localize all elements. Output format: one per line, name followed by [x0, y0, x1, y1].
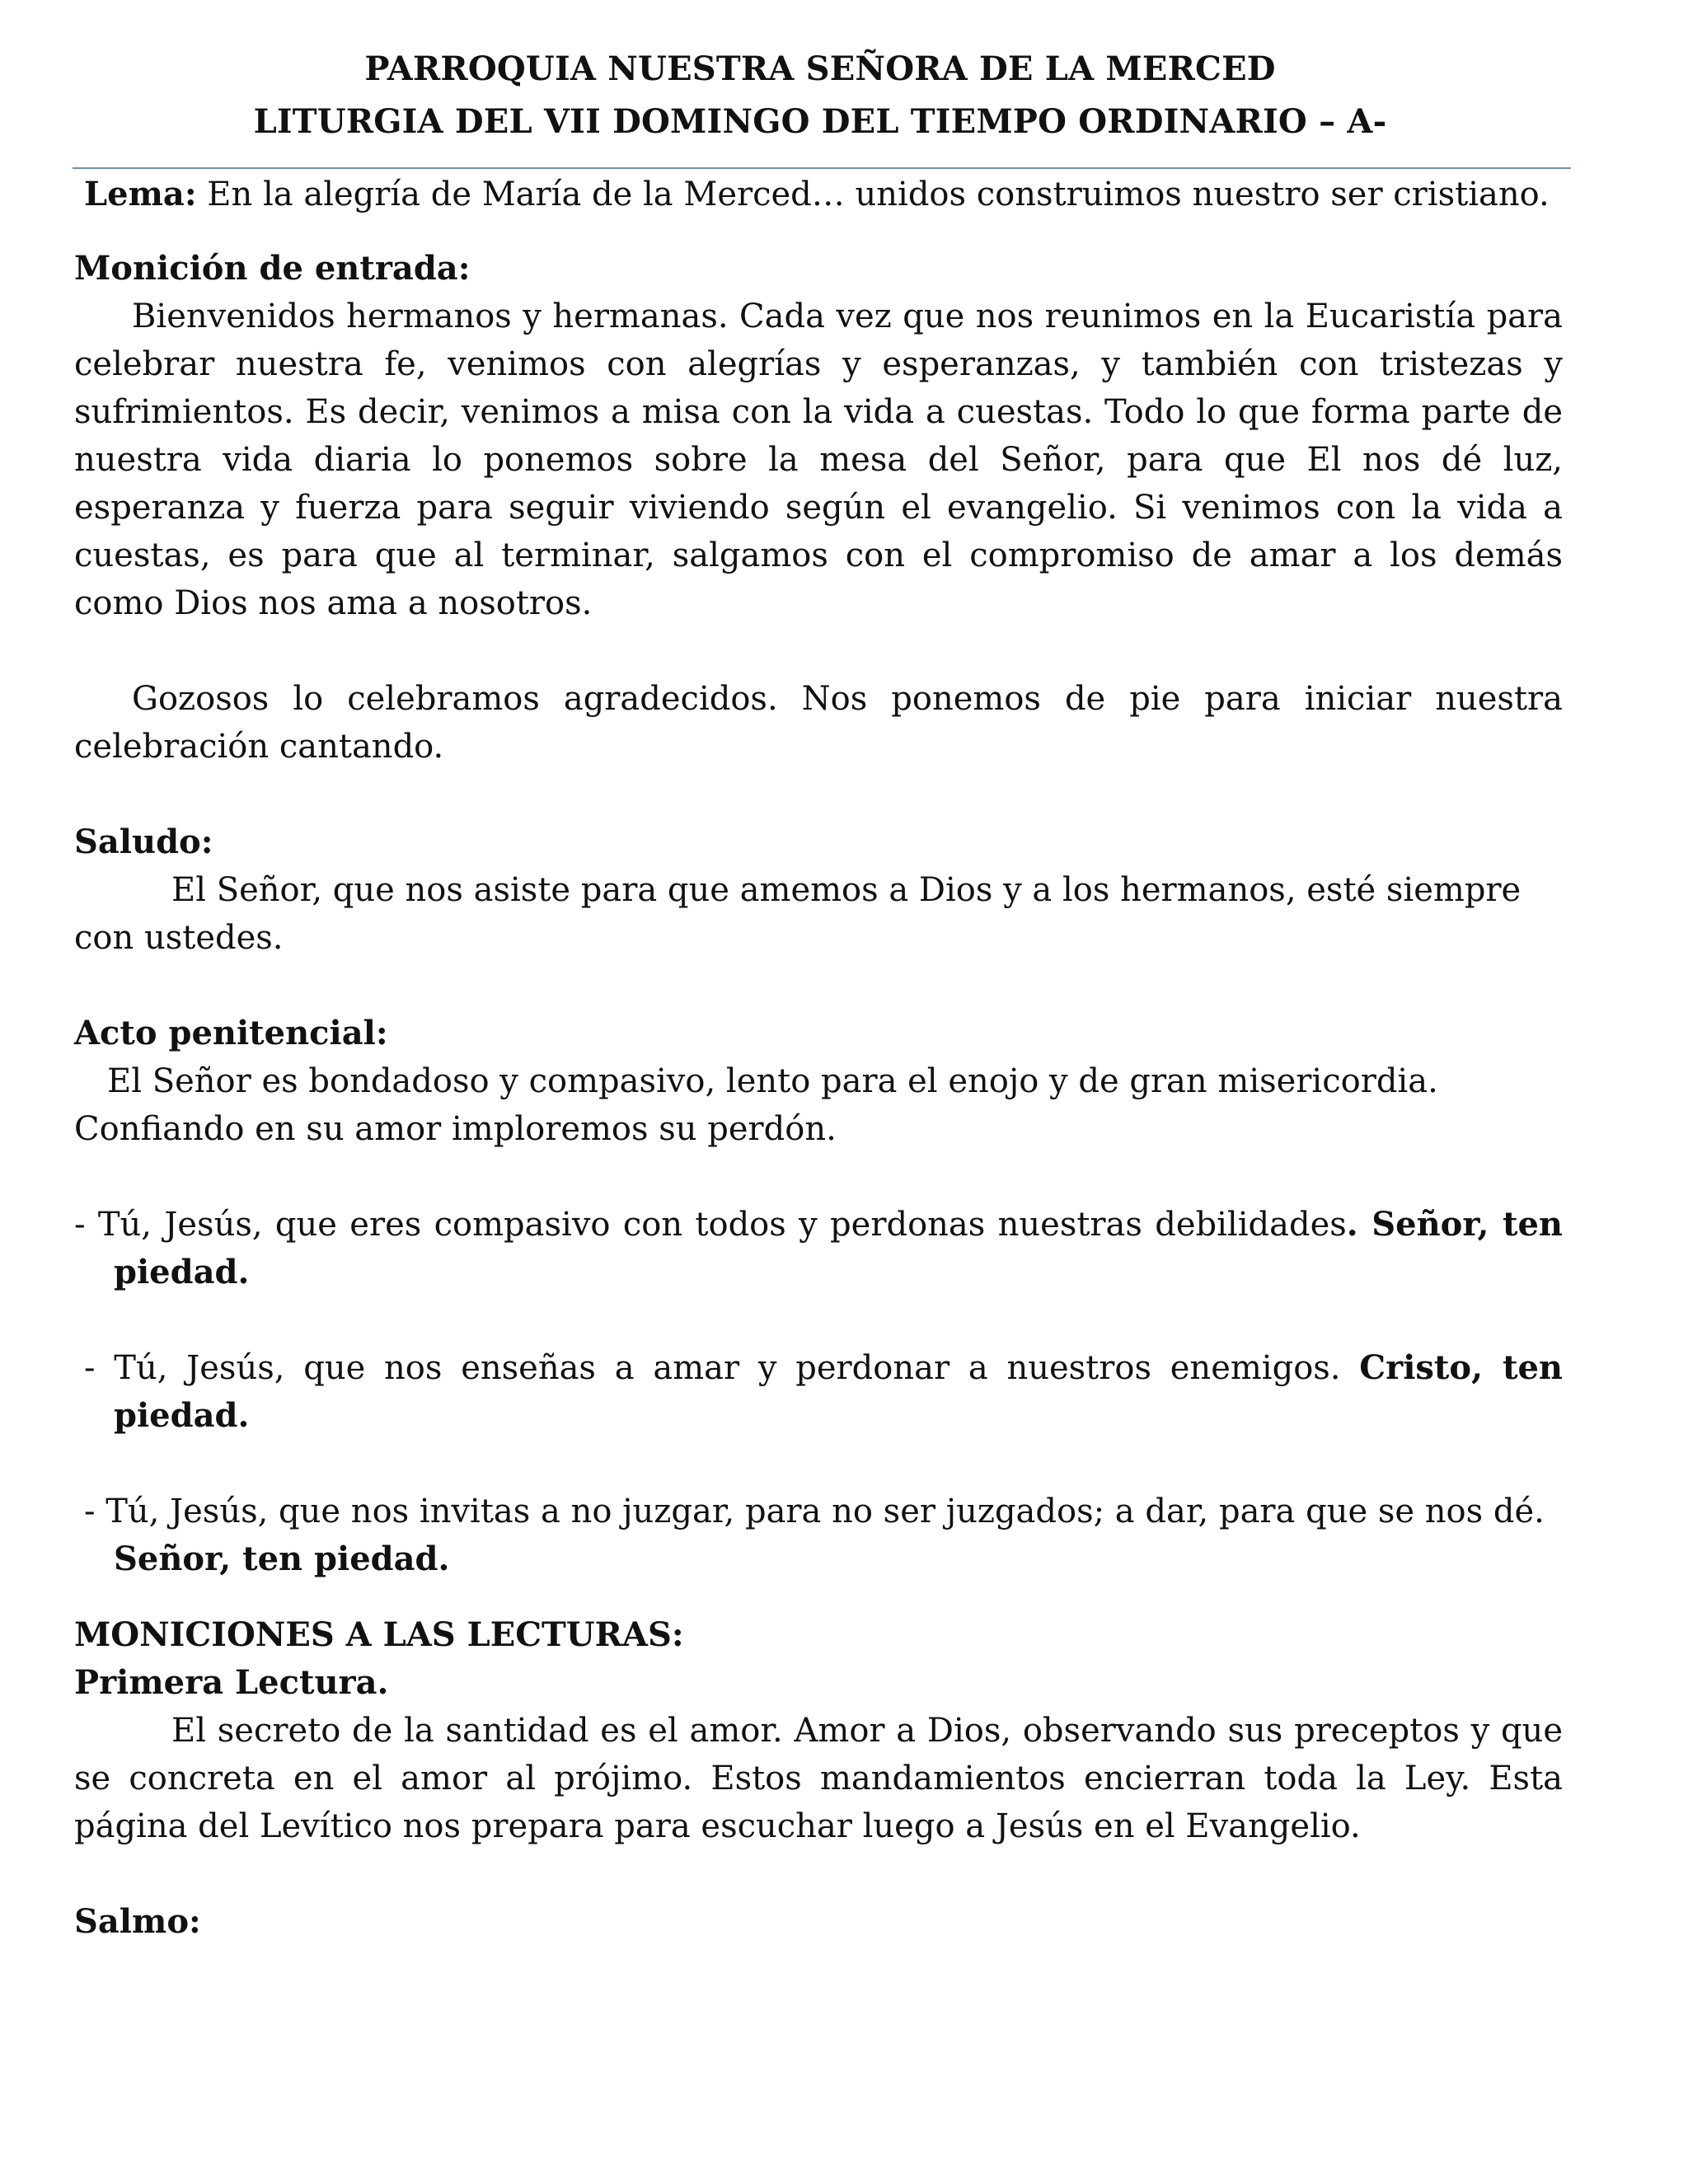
invocation-2-text: - Tú, Jesús, que nos enseñas a amar y perdonar a nuestros enemigos.	[84, 1349, 1360, 1387]
lema-label: Lema:	[84, 175, 197, 213]
monicion-entrada-paragraph-2: Gozosos lo celebramos agradecidos. Nos ponemos de pie para iniciar nuestra celebración cantando.	[74, 680, 1563, 766]
invocation-3	[74, 1488, 1563, 1583]
moniciones-lecturas-heading: MONICIONES A LAS LECTURAS:	[74, 1615, 684, 1654]
acto-penitencial-intro-2: Confiando en su amor imploremos su perdón.	[74, 1110, 837, 1148]
spacer	[74, 218, 1563, 245]
invocation-3-response: Señor, ten piedad.	[114, 1540, 450, 1578]
invocation-2-response: Cristo, ten piedad.	[114, 1348, 1563, 1435]
parish-title: PARROQUIA NUESTRA SEÑORA DE LA MERCED	[364, 49, 1276, 88]
monicion-entrada-heading: Monición de entrada:	[74, 249, 471, 288]
invocation-2	[74, 1344, 1563, 1440]
spacer	[74, 1583, 1563, 1611]
invocation-1	[74, 1201, 1563, 1296]
monicion-entrada-paragraph-1: Bienvenidos hermanos y hermanas. Cada vez que nos reunimos en la Eucaristía para celebrar nuestra fe, venimos con alegrías y esperanzas, y también con tristezas y sufrimientos. Es decir, venimos a misa con la vida a cuestas. Todo lo que forma parte de nuestra vida diaria lo ponemos sobre la mesa del Señor, para que El nos dé luz, esperanza y fuerza para seguir viviendo según el evangelio. Si venimos con la vida a cuestas, es para que al terminar, salgamos con el compromiso de amar a los demás como Dios nos ama a nosotros.	[74, 298, 1563, 622]
invocation-1-response: . Señor, ten piedad.	[114, 1205, 1563, 1291]
document-header	[74, 43, 1566, 148]
primera-lectura-heading: Primera Lectura.	[74, 1663, 389, 1702]
primera-lectura-text: El secreto de la santidad es el amor. Amor a Dios, observando sus preceptos y que se concreta en el amor al prójimo. Estos mandamientos encierran toda la Ley. Esta página del Levítico nos prepara para escuchar luego a Jesús en el Evangelio.	[74, 1712, 1563, 1845]
saludo-heading: Saludo:	[74, 823, 213, 861]
acto-penitencial-heading: Acto penitencial:	[74, 1014, 388, 1052]
saludo-text: El Señor, que nos asiste para que amemos a Dios y a los hermanos, esté siempre con ustedes.	[74, 871, 1522, 957]
acto-penitencial-intro-1: El Señor es bondadoso y compasivo, lento para el enojo y de gran misericordia.	[107, 1062, 1438, 1100]
invocation-3-text: - Tú, Jesús, que nos invitas a no juzgar, para no ser juzgados; a dar, para que se nos dé.	[84, 1493, 1545, 1530]
spacer	[74, 1296, 1563, 1344]
invocation-1-text: - Tú, Jesús, que eres compasivo con todos y perdonas nuestras debilidades	[74, 1206, 1347, 1244]
spacer	[74, 1440, 1563, 1488]
spacer	[74, 1850, 1563, 1898]
header-divider	[73, 167, 1571, 169]
salmo-heading: Salmo:	[74, 1902, 201, 1941]
liturgy-title: LITURGIA DEL VII DOMINGO DEL TIEMPO ORDINARIO – A-	[253, 102, 1387, 141]
lema-text: En la alegría de María de la Merced… unidos construimos nuestro ser cristiano.	[196, 176, 1550, 213]
spacer	[74, 962, 1563, 1010]
spacer	[74, 1153, 1563, 1201]
spacer	[74, 771, 1563, 818]
spacer	[74, 627, 1563, 675]
document-body	[74, 171, 1563, 1946]
lema-line	[74, 171, 1563, 218]
